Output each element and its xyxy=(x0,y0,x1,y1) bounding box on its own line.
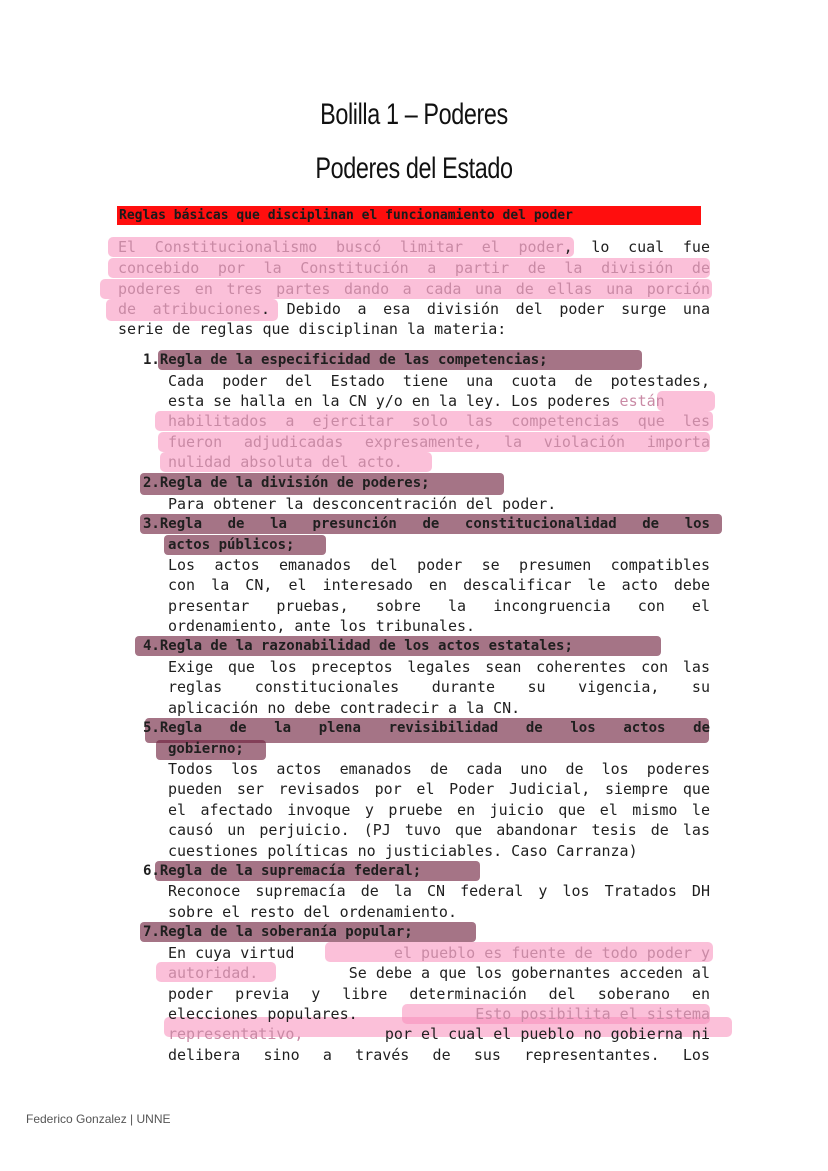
rule-5-body: el afectado invoque y pruebe en juicio que el mismo le xyxy=(168,801,710,819)
rule-5-title: 5.Regla de la plena revisibilidad de los actos de xyxy=(143,720,710,736)
intro-line: serie de reglas que disciplinan la materia: xyxy=(118,320,507,338)
rule-3-body: Los actos emanados del poder se presumen compatibles xyxy=(168,556,710,574)
page-title: Bolilla 1 – Poderes xyxy=(320,98,508,131)
page-subtitle: Poderes del Estado xyxy=(315,152,513,185)
rule-7-body: delibera sino a través de sus representantes. Los xyxy=(168,1046,710,1064)
rule-5-body: Todos los actos emanados de cada uno de los poderes xyxy=(168,760,710,778)
rule-2-body: Para obtener la desconcentración del poder. xyxy=(168,495,557,513)
intro-line: de atribuciones. Debido a esa división del poder surge una xyxy=(118,300,710,318)
rule-4-body: reglas constitucionales durante su vigencia, su xyxy=(168,678,710,696)
rule-6-body: Reconoce supremacía de la CN federal y los Tratados DH xyxy=(168,882,710,900)
rule-5-body: pueden ser revisados por el Poder Judicial, siempre que xyxy=(168,780,710,798)
rule-6-title: 6.Regla de la supremacía federal; xyxy=(143,863,422,879)
rule-7-body: representativo, por el cual el pueblo no gobierna ni xyxy=(168,1025,710,1043)
rule-4-body: Exige que los preceptos legales sean coherentes con las xyxy=(168,658,710,676)
rule-5-body: causó un perjuicio. (PJ tuvo que abandonar tesis de las xyxy=(168,821,710,839)
rule-1-body: esta se halla en la CN y/o en la ley. Los poderes están xyxy=(168,392,665,410)
intro-line: concebido por la Constitución a partir de la división de xyxy=(118,259,710,277)
rule-3-body: ordenamiento, ante los tribunales. xyxy=(168,617,476,635)
rule-1-body: Cada poder del Estado tiene una cuota de potestades, xyxy=(168,372,710,390)
rule-7-body: En cuya virtud el pueblo es fuente de todo poder y xyxy=(168,944,710,962)
rule-7-title: 7.Regla de la soberanía popular; xyxy=(143,924,413,940)
highlight xyxy=(657,391,715,411)
rule-5-title: gobierno; xyxy=(168,741,244,757)
intro-line: El Constitucionalismo buscó limitar el poder, lo cual fue xyxy=(118,238,710,256)
rule-1-body: fueron adjudicadas expresamente, la violación importa xyxy=(168,433,710,451)
rule-1-body: nulidad absoluta del acto. xyxy=(168,453,403,471)
rule-4-title: 4.Regla de la razonabilidad de los actos estatales; xyxy=(143,638,573,654)
rule-3-title: 3.Regla de la presunción de constitucionalidad de los xyxy=(143,516,710,532)
rule-2-title: 2.Regla de la división de poderes; xyxy=(143,475,430,491)
page-footer: Federico Gonzalez | UNNE xyxy=(26,1112,171,1126)
rule-7-body: elecciones populares. Esto posibilita el sistema xyxy=(168,1005,710,1023)
rule-3-body: con la CN, el interesado en descalificar le acto debe xyxy=(168,576,710,594)
section-heading: Reglas básicas que disciplinan el funcionamiento del poder xyxy=(117,206,701,225)
rule-7-body: poder previa y libre determinación del soberano en xyxy=(168,985,710,1003)
rule-6-body: sobre el resto del ordenamiento. xyxy=(168,903,457,921)
rule-4-body: aplicación no debe contradecir a la CN. xyxy=(168,699,521,717)
rule-1-body: habilitados a ejercitar solo las competencias que les xyxy=(168,412,710,430)
rule-1-title: 1.Regla de la especificidad de las competencias; xyxy=(143,352,548,368)
rule-7-body: autoridad. Se debe a que los gobernantes acceden al xyxy=(168,964,710,982)
rule-3-body: presentar pruebas, sobre la incongruencia con el xyxy=(168,597,710,615)
intro-line: poderes en tres partes dando a cada una de ellas una porción xyxy=(118,280,710,298)
rule-3-title: actos públicos; xyxy=(168,537,295,553)
rule-5-body: cuestiones políticas no justiciables. Caso Carranza) xyxy=(168,842,638,860)
